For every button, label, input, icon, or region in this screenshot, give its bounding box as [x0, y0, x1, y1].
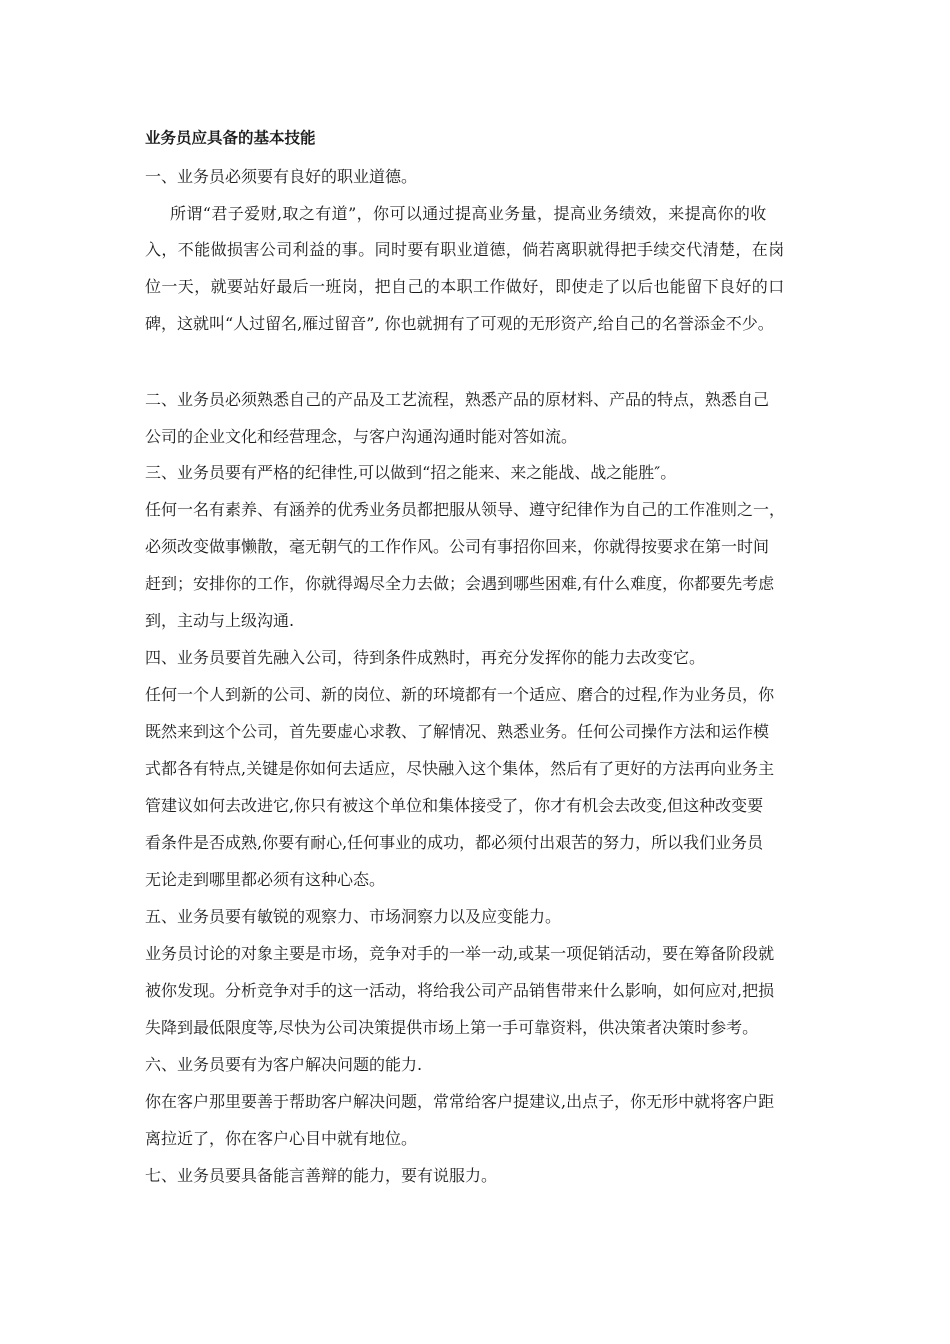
section-heading-1: 一、业务员必须要有良好的职业道德。	[145, 167, 418, 186]
section-heading-2: 二、业务员必须熟悉自己的产品及工艺流程，熟悉产品的原材料、产品的特点，熟悉自己	[145, 390, 770, 409]
paragraph-line: 位一天，就要站好最后一班岗，把自己的本职工作做好，即使走了以后也能留下良好的口	[145, 277, 785, 296]
section-heading-4: 四、业务员要首先融入公司，待到条件成熟时，再充分发挥你的能力去改变它。	[145, 648, 706, 667]
paragraph-line: 所谓“君子爱财,取之有道”，你可以通过提高业务量，提高业务绩效，来提高你的收	[170, 204, 767, 223]
paragraph-line: 入，不能做损害公司利益的事。同时要有职业道德，倘若离职就得把手续交代清楚，在岗	[145, 240, 785, 259]
paragraph-line: 式都各有特点,关键是你如何去适应，尽快融入这个集体，然后有了更好的方法再向业务主	[145, 759, 775, 778]
section-heading-7: 七、业务员要具备能言善辩的能力，要有说服力。	[145, 1166, 498, 1185]
paragraph-line: 你在客户那里要善于帮助客户解决问题，常常给客户提建议,出点子，你无形中就将客户距	[145, 1092, 775, 1111]
paragraph-line: 既然来到这个公司，首先要虚心求教、了解情况、熟悉业务。任何公司操作方法和运作模	[145, 722, 770, 741]
paragraph-line: 到，主动与上级沟通.	[145, 611, 295, 630]
section-heading-6: 六、业务员要有为客户解决问题的能力.	[145, 1055, 423, 1074]
paragraph-line: 失降到最低限度等,尽快为公司决策提供市场上第一手可靠资料，供决策者决策时参考。	[145, 1018, 759, 1037]
paragraph-line: 任何一个人到新的公司、新的岗位、新的环境都有一个适应、磨合的过程,作为业务员，你	[145, 685, 775, 704]
paragraph-line: 业务员讨论的对象主要是市场，竞争对手的一举一动,或某一项促销活动，要在筹备阶段就	[145, 944, 775, 963]
section-heading-3: 三、业务员要有严格的纪律性,可以做到“招之能来、来之能战、战之能胜″。	[145, 463, 677, 482]
paragraph-line: 看条件是否成熟,你要有耐心,任何事业的成功，都必须付出艰苦的努力，所以我们业务员	[145, 833, 764, 852]
paragraph-line: 离拉近了，你在客户心目中就有地位。	[145, 1129, 418, 1148]
paragraph-line: 公司的企业文化和经营理念，与客户沟通沟通时能对答如流。	[145, 427, 578, 446]
document-title: 业务员应具备的基本技能	[145, 129, 316, 147]
paragraph-line: 管建议如何去改进它,你只有被这个单位和集体接受了，你才有机会去改变,但这种改变要	[145, 796, 764, 815]
paragraph-line: 任何一名有素养、有涵养的优秀业务员都把服从领导、遵守纪律作为自己的工作准则之一，	[145, 500, 786, 519]
paragraph-line: 赶到；安排你的工作，你就得竭尽全力去做；会遇到哪些困难,有什么难度，你都要先考虑	[145, 574, 775, 593]
section-heading-5: 五、业务员要有敏锐的观察力、市场洞察力以及应变能力。	[145, 907, 562, 926]
paragraph-line: 必须改变做事懒散，毫无朝气的工作作风。公司有事招你回来，你就得按要求在第一时间	[145, 537, 770, 556]
paragraph-line: 被你发现。分析竞争对手的这一活动，将给我公司产品销售带来什么影响，如何应对,把损	[145, 981, 775, 1000]
paragraph-line: 无论走到哪里都必须有这种心态。	[145, 870, 386, 889]
paragraph-line: 碑，这就叫“人过留名,雁过留音”, 你也就拥有了可观的无形资产,给自己的名誉添金不少。	[145, 314, 774, 333]
